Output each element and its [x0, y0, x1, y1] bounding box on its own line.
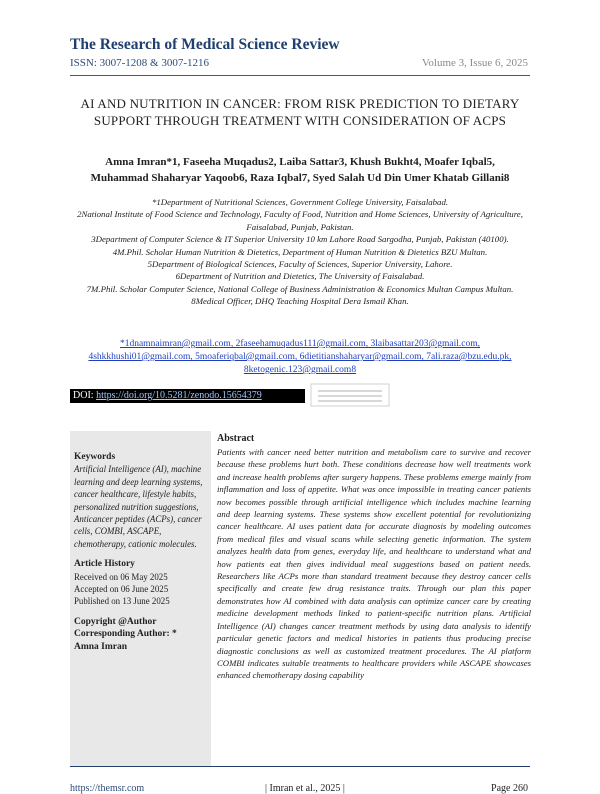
- affiliation: 4M.Phil. Scholar Human Nutrition & Dietetics, Department of Human Nutrition & Dietetics BZU Multan.: [112, 246, 488, 257]
- header-divider: [70, 75, 530, 76]
- abstract-body: Patients with cancer need better nutrition and metabolism care to survive and recover because these problems hurt both. These conditions decrease how well treatments work and increase health problems after surgery happens. These problems emerge mainly from inflammation and loss of appetite. What was once impossible in treating cancer patients now becomes possible through artificial intelligence which includes machine learning and deep learning systems. These systems show excellent potential for revolutionizing cancer healthcare. AI uses patient data for accurate diagnosis by modeling outcomes from medical files and visual scans while selecting genetic information. The system analyzes health data from genes, everyday life, and healthcare to understand what and how patients eat then gives individual meal suggestions based on patient needs. Researchers like ACPs more than standard treatment because they destroy cancer cells specifically and create few drug resistance traits. Through our plan this paper demonstrates how AI combined with data analysis can optimize cancer care by creating medicine development methods linked to patient-specific nutrition plans. Artificial Intelligence (AI) changes cancer treatment methods by using data analysis to identify particular genetic factors and medical histories in patients thus producing precise diagnostic conclusions as well as customized treatment procedures. The AI platform COMBI indicates suitable treatments to healthcare providers while ASCAPE showcases enhanced chemotherapy dosing capability: [217, 447, 531, 681]
- copyright-notice: Copyright @Author: [74, 616, 157, 627]
- journal-title: The Research of Medical Science Review: [70, 36, 340, 53]
- accepted-date: Accepted on 06 June 2025: [74, 584, 169, 595]
- footer-website-link[interactable]: https://themsr.com: [70, 783, 145, 794]
- published-date: Published on 13 June 2025: [74, 596, 170, 607]
- affiliation: *1Department of Nutritional Sciences, Government College University, Faisalabad.: [151, 197, 449, 207]
- journal-logo-watermark: [310, 382, 390, 408]
- volume-issue: Volume 3, Issue 6, 2025: [421, 57, 528, 69]
- issn: ISSN: 3007-1208 & 3007-1216: [70, 57, 210, 69]
- email-line-1[interactable]: *1dnamnaimran@gmail.com, 2faseehamuqadus111@gmail.com, 3laibasattar203@gmail.com,: [119, 339, 481, 349]
- doi-link[interactable]: https://doi.org/10.5281/zenodo.15654379: [96, 390, 262, 401]
- email-line-3[interactable]: 8ketogenic.123@gmail.com8: [243, 365, 357, 375]
- abstract-heading: Abstract: [217, 433, 255, 444]
- email-line-2[interactable]: 4shkkhushi01@gmail.com, 5moaferiqbal@gmail.com, 6dietitianshaharyar@gmail.com, 7ali.raza@bzu.edu.pk,: [88, 352, 512, 362]
- keywords-heading: Keywords: [74, 452, 116, 462]
- affiliation: 3Department of Computer Science & IT Superior University 10 km Lahore Road Sargodha, Punjab, Pakistan (40100).: [91, 234, 509, 245]
- footer-citation: | Imran et al., 2025 |: [265, 783, 345, 794]
- authors-line-2: Muhammad Shaharyar Yaqoob6, Raza Iqbal7, Syed Salah Ud Din Umer Khatab Gillani8: [90, 172, 510, 184]
- affiliation: 2National Institute of Food Science and Technology, Faculty of Food, Nutrition and Home Sciences, University of Agriculture, Faisalabad, Punjab, Pakistan.: [77, 209, 523, 232]
- article-info-sidebar: [70, 431, 211, 766]
- affiliation: 8Medical Officer, DHQ Teaching Hospital Dera Ismail Khan.: [191, 296, 409, 307]
- affiliation: 6Department of Nutrition and Dietetics, The University of Faisalabad.: [175, 271, 425, 282]
- affiliation: 5Department of Biological Sciences, Faculty of Sciences, Superior University, Lahore.: [147, 259, 453, 270]
- corresponding-author-label: Corresponding Author: *: [74, 629, 177, 640]
- footer-divider: [70, 766, 530, 767]
- affiliation: 7M.Phil. Scholar Computer Science, National College of Business Administration & Economics Multan Campus Multan.: [86, 283, 514, 294]
- doi-label: DOI:: [73, 390, 94, 401]
- doi-bar: [70, 389, 305, 403]
- page-number: Page 260: [491, 783, 528, 794]
- authors: [80, 154, 520, 186]
- received-date: Received on 06 May 2025: [74, 571, 168, 582]
- keywords-list: Artificial Intelligence (AI), machine learning and deep learning systems, cancer healthcare, lifestyle habits, personalized nutrition suggestions, Anticancer peptides (ACPs), cancer cells, COMBI, ASCAPE, chemotherapy, cationic molecules.: [74, 464, 203, 549]
- paper-title: AI AND NUTRITION IN CANCER: FROM RISK PREDICTION TO DIETARY SUPPORT THROUGH TREATMENT WITH CONSIDERATION OF ACPS: [80, 96, 520, 128]
- affiliations: [70, 196, 530, 308]
- article-history-heading: Article History: [74, 559, 135, 570]
- corresponding-author-name: Amna Imran: [74, 641, 128, 652]
- author-emails: [70, 338, 530, 377]
- authors-line-1: Amna Imran*1, Faseeha Muqadus2, Laiba Sattar3, Khush Bukht4, Moafer Iqbal5,: [105, 156, 495, 168]
